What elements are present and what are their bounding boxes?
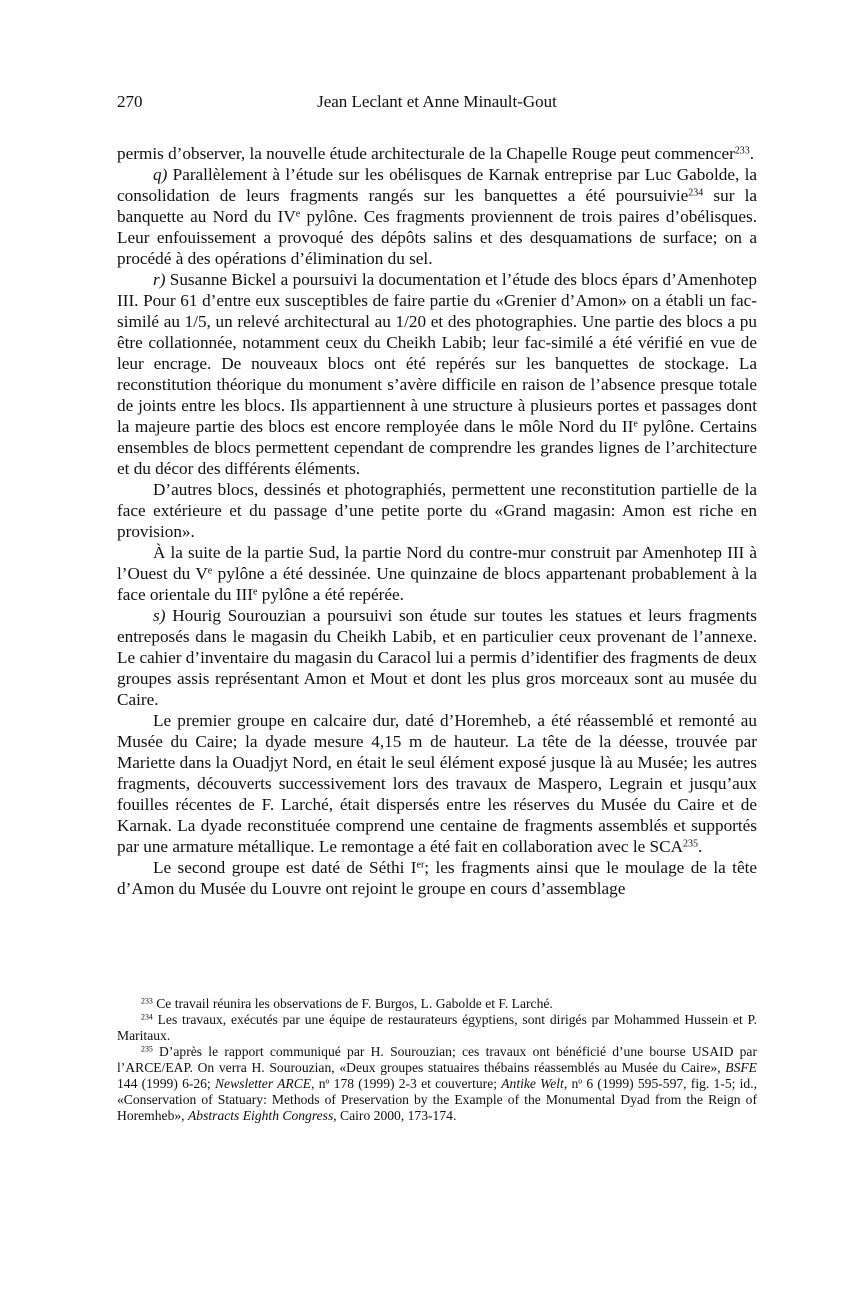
paragraph-s: s) Hourig Sourouzian a poursuivi son étude sur toutes les statues et leurs fragments entreposés dans le magasin du Cheikh Labib, et en particulier ceux provenant de l’annexe. Le cahier d’inventaire du magasin du Caracol lui a permis d’identifier des fragments de deux groupes assis représentant Amon et Mout et dont les plus gros morceaux sont au musée du Caire. [117,606,757,709]
section-label-r: r) [153,270,166,289]
footnote-ref-235: 235 [682,838,698,850]
paragraph: Le premier groupe en calcaire dur, daté d’Horemheb, a été réassemblé et remonté au Musée du Caire; la dyade mesure 4,15 m de hauteur. La tête de la déesse, trouvée par Mariette dans la Ouadjyt Nord, en était le seul élément exposé jusque là au Musée; les autres fragments, découverts successivement lors des travaux de Maspero, Legrain et jusqu’aux fouilles récentes de F. Larché, était dispersés entre les réserves du Musée du Caire et de Karnak. La dyade reconstituée comprend une centaine de fragments assemblés et supportés par une armature métallique. Le remontage a été fait en collaboration avec le SCA$^{235}$. [117,711,757,856]
footnote-number: 233 [141,996,153,1006]
running-header [117,92,757,118]
paragraph: À la suite de la partie Sud, la partie Nord du contre-mur construit par Amenhotep III à l’Ouest du Ve pylône a été dessinée. Une quinzaine de blocs appartenant probablement à la face orientale du IIIe pylône a été repérée. [117,543,758,604]
running-title: Jean Leclant et Anne Minault-Gout [317,92,557,111]
footnote-number: 235 [141,1044,153,1054]
footnotes [117,996,757,1124]
footnote-234: $^{234}$ Les travaux, exécutés par une équipe de restaurateurs égyptiens, sont dirigés par Mohammed Hussein et P. Maritaux. [117,1012,757,1043]
footnote-235: $^{235}$ D’après le rapport communiqué par H. Sourouzian; ces travaux ont bénéficié d’une bourse USAID par l’ARCE/EAP. On verra H. Sourouzian, «Deux groupes statuaires thébains réassemblés au Musée du Caire», BSFE 144 (1999) 6-26; Newsletter ARCE, $n^o$ 178 (1999) 2-3 et couverture; Antike Welt, $n^o$ 6 (1999) 595-597, fig. 1-5; id., «Conservation of Statuary: Methods of Preservation by the Example of the Monumental Dyad from the Reign of Horemheb», Abstracts Eighth Congress, Cairo 2000, 173-174. [117,1044,758,1123]
paragraph: D’autres blocs, dessinés et photographiés, permettent une reconstitution partielle de la face extérieure et du passage d’une petite porte du «Grand magasin: Amon est riche en provision». [117,480,757,541]
paragraph-continuation: permis d’observer, la nouvelle étude architecturale de la Chapelle Rouge peut commencer$^{233}$. [117,144,755,163]
page-number: 270 [117,92,143,111]
footnote-ref-234: 234 [688,187,704,199]
section-label-q: q) [153,165,168,184]
main-text [117,143,757,899]
footnote-233: $^{233}$ Ce travail réunira les observations de F. Burgos, L. Gabolde et F. Larché. [141,996,553,1011]
paragraph: Le second groupe est daté de Séthi Ier; les fragments ainsi que le moulage de la tête d’Amon du Musée du Louvre ont rejoint le groupe en cours d’assemblage [117,858,757,898]
paragraph-r: r) Susanne Bickel a poursuivi la documentation et l’étude des blocs épars d’Amenhotep III. Pour 61 d’entre eux susceptibles de faire partie du «Grenier d’Amon» on a établi un fac-similé au 1/5, un relevé architectural au 1/20 et des photographies. Une partie des blocs a pu être collationnée, notamment ceux du Cheikh Labib; leur fac-similé a été vérifié en vue de leur encrage. De nouveaux blocs ont été repérés sur les banquettes de stockage. La reconstitution théorique du monument s’avère difficile en raison de l’absence presque totale de joints entre les blocs. Ils appartiennent à une structure à plusieurs portes et passages dont la majeure partie des blocs est encore remployée dans le môle Nord du IIe pylône. Certains ensembles de blocs permettent cependant de comprendre les grandes lignes de l’architecture et du décor des différents éléments. [117,270,757,478]
footnote-ref-233: 233 [734,145,750,157]
paragraph-q: q) Parallèlement à l’étude sur les obélisques de Karnak entreprise par Luc Gabolde, la consolidation de leurs fragments rangés sur les banquettes a été poursuivie$^{234}$ sur la banquette au Nord du IVe pylône. Ces fragments proviennent de trois paires d’obélisques. Leur enfouissement a provoqué des dépôts salins et des desquamations de surface; on a procédé à des opérations d’élimination du sel. [117,165,757,268]
footnote-number: 234 [141,1012,153,1022]
section-label-s: s) [153,606,166,625]
